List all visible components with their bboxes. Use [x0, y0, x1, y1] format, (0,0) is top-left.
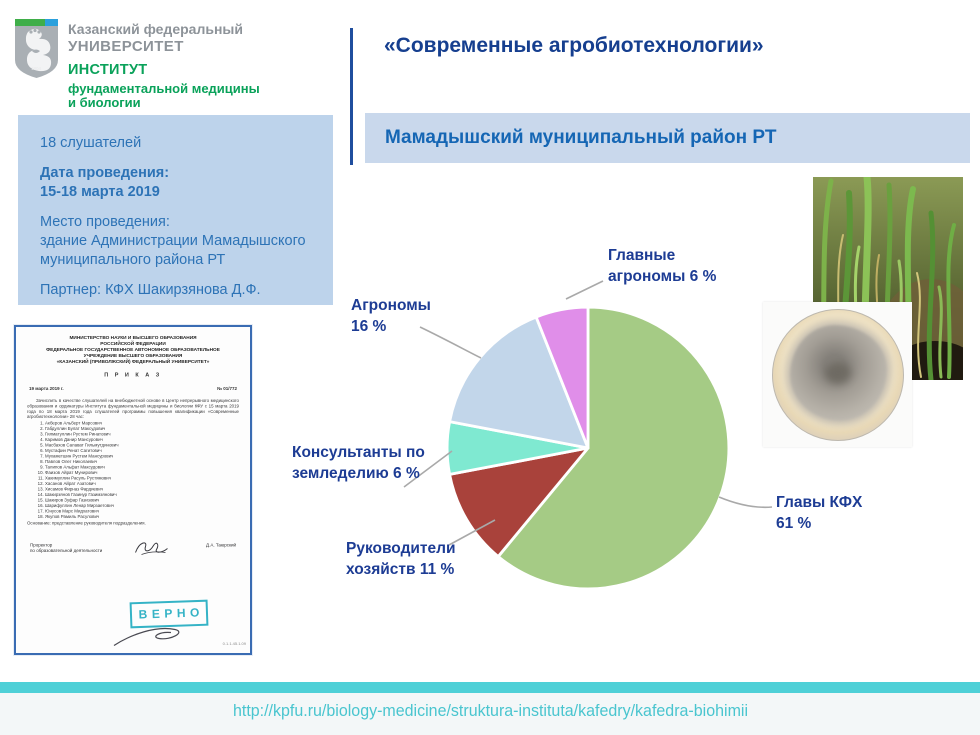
pie-label-glavnye-agronomy [608, 245, 716, 287]
pie-label-rukovoditeli [346, 538, 456, 580]
listeners-count: 18 слушателей [40, 135, 142, 151]
order-name-item: 9. Талипов Альфат Максудович [45, 465, 239, 471]
signer-name: Д.А. Таюрский [206, 542, 236, 548]
pie-label-line: хозяйств 11 % [346, 561, 455, 578]
footer-accent-bar [0, 682, 980, 693]
order-name-item: 7. Мухаметшин Рустем Мансурович [45, 454, 239, 460]
petri-dish-icon [772, 309, 904, 441]
order-name-item: 11. Хакимуллин Расуль Рустямович [45, 476, 239, 482]
place-value-line2: муниципального района РТ [40, 252, 226, 268]
order-name-item: 12. Хасанов Айрат Азатович [45, 481, 239, 487]
svg-text:1804: 1804 [30, 66, 42, 71]
pie-label-line: 16 % [351, 318, 387, 335]
logo-line-fund-medicine: фундаментальной медицины [68, 80, 260, 96]
pie-label-line: Руководители [346, 540, 456, 557]
order-body-text: Зачислить в качестве слушателей на внебюджетной основе в Центр непрерывного медицинского образования и ординатуры Института фундаментальной медицины и биологии КФУ с 15 марта 2019 года по 18 марта 2019 года слушателей программы повышения квалификации «Современные агробиотехнологии» 28 час: [27, 398, 239, 420]
order-name-item: 13. Хисамов Фирназ Фардиевич [45, 487, 239, 493]
title-divider-line [350, 28, 353, 165]
logo-line-kazan-federal: Казанский федеральный [68, 21, 243, 37]
order-number: № 01/772 [216, 386, 237, 391]
verno-stamp: ВЕРНО [130, 600, 209, 629]
pie-label-glavy-kfh [776, 492, 862, 534]
slide-title: «Современные агробиотехнологии» [384, 34, 764, 57]
pie-label-line: Консультанты по [292, 444, 425, 461]
pie-label-line: 61 % [776, 515, 812, 532]
event-date-block [40, 164, 323, 202]
logo-line-university: УНИВЕРСИТЕТ [68, 37, 184, 55]
pie-label-line: агрономы 6 % [608, 268, 717, 285]
order-name-item: 2. Габдуллин Булат Максудович [45, 426, 239, 432]
order-name-item: 17. Юнусов Марс Мидхатович [45, 509, 239, 515]
petri-dish-photo [763, 302, 912, 447]
order-name-item: 1. Акберов Альберт Марсович [45, 421, 239, 427]
order-names-list [27, 421, 239, 520]
order-date-row [27, 386, 239, 391]
order-name-item: 15. Шакиров Зуфар Газизович [45, 498, 239, 504]
order-name-item: 16. Шарифуллин Ленар Мирзаетович [45, 503, 239, 509]
order-name-item: 4. Каримов Данир Мансурович [45, 437, 239, 443]
order-date: 19 марта 2019 г. [29, 386, 64, 391]
pie-label-line: земледелию 6 % [292, 465, 420, 482]
region-header-bar [365, 113, 970, 163]
event-place-block [40, 213, 323, 270]
order-name-item: 5. Масбахов Салават Гильмутдинович [45, 443, 239, 449]
order-name-item: 6. Мустафин Ренат Сагитович [45, 448, 239, 454]
order-name-item: 18. Якупов Рамиль Расулович [45, 514, 239, 520]
date-label: Дата проведения: [40, 165, 170, 181]
order-page [16, 327, 250, 653]
pie-label-konsultanty [292, 442, 425, 484]
stamp-signature-scribble-icon [111, 615, 201, 650]
pie-label-agronomy [351, 295, 431, 337]
pie-chart [445, 305, 731, 591]
order-name-item: 14. Шакирзянов Газинур Газимзянович [45, 492, 239, 498]
pie-label-line: Главы КФХ [776, 494, 863, 511]
region-header-text: Мамадышский муниципальный район РТ [385, 127, 777, 148]
order-title: П Р И К А З [104, 372, 162, 378]
order-signature-row [27, 543, 239, 558]
scanned-order-document [14, 325, 252, 655]
footer [0, 693, 980, 735]
fungal-colony-center [825, 362, 851, 384]
event-info-panel [18, 115, 333, 305]
order-name-item: 8. Павлов Олег Николаевич [45, 459, 239, 465]
logo-line-institute: ИНСТИТУТ [68, 62, 148, 79]
pie-label-line: Главные [608, 247, 676, 264]
kfu-shield-logo-icon [14, 18, 59, 79]
signature-scribble-icon [133, 540, 176, 558]
order-name-item: 10. Фаизов Айрат Мунирович [45, 470, 239, 476]
place-value-line1: здание Администрации Мамадышского [40, 233, 306, 249]
partner-line: Партнер: КФХ Шакирзянова Д.Ф. [40, 282, 261, 298]
place-label: Место проведения: [40, 214, 170, 230]
order-ministry-heading: МИНИСТЕРСТВО НАУКИ И ВЫСШЕГО ОБРАЗОВАНИЯ РОССИЙСКОЙ ФЕДЕРАЦИИ ФЕДЕРАЛЬНОЕ ГОСУДАРСТВЕННОЕ АВТОНОМНОЕ ОБРАЗОВАТЕЛЬНОЕ УЧРЕЖДЕНИЕ ВЫСШЕГО ОБРАЗОВАНИЯ «КАЗАНСКИЙ (ПРИВОЛЖСКИЙ) ФЕДЕРАЛЬНЫЙ УНИВЕРСИТЕТ» [46, 335, 220, 365]
logo-line-biology: и биологии [68, 95, 141, 111]
document-code: 0.1.1.45.1.09 [222, 641, 246, 646]
order-basis-line: Основание: представление руководителя подразделения. [27, 520, 146, 526]
kfu-logo-text [68, 22, 260, 110]
footer-url-link[interactable]: http://kpfu.ru/biology-medicine/struktura-instituta/kafedry/kafedra-biohimii [232, 702, 748, 720]
order-name-item: 3. Гилматуллин Рустем Ринатович [45, 432, 239, 438]
date-value: 15-18 марта 2019 [40, 184, 160, 200]
pie-label-line: Агрономы [351, 297, 431, 314]
signer-role: Проректор по образовательной деятельности [30, 542, 103, 554]
